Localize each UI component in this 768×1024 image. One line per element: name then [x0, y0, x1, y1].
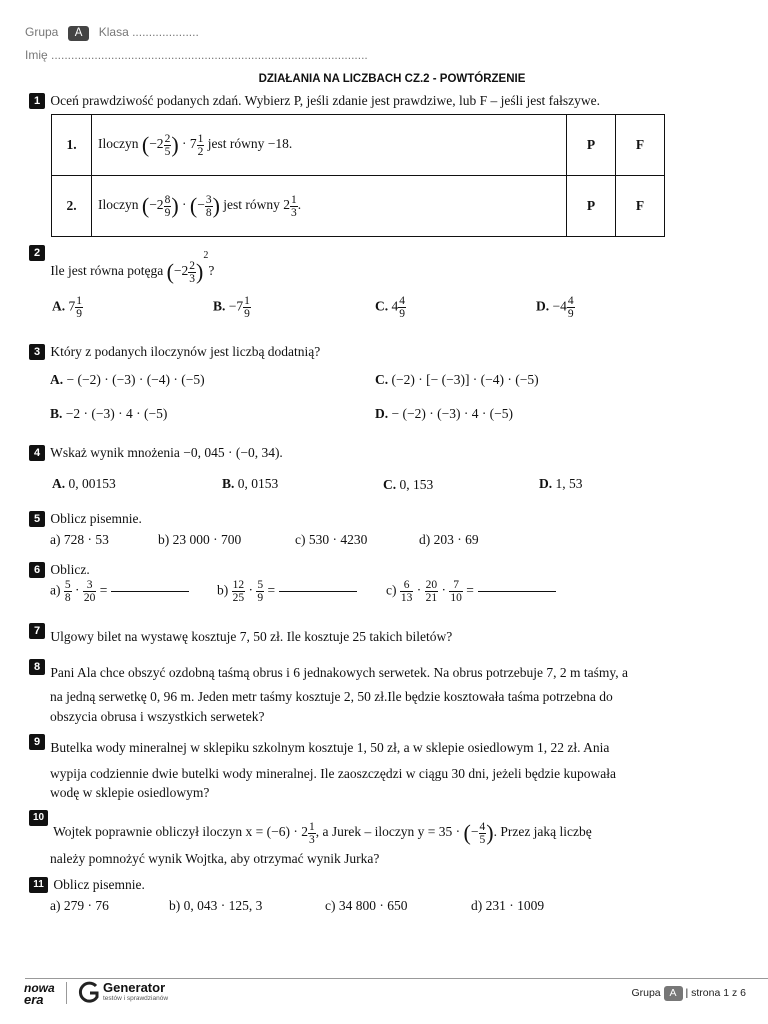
q6-prompt: 6 Oblicz. — [29, 562, 90, 578]
q6-item-c: c) $\frac{6}{13}$ · $\frac{20}{21}$ · $\frac{7}{10}$ = — [386, 579, 556, 604]
answer-p-2[interactable]: P — [567, 176, 616, 237]
answer-f-1[interactable]: F — [616, 115, 665, 176]
q3-option-d[interactable]: D. − (−2) · (−3) · 4 · (−5) — [375, 406, 514, 421]
statement-1: Iloczyn (−2 $\frac{2}{5}$ ) · 7 $\frac{1}{2}$ jest równy −18. — [92, 115, 567, 176]
q8-prompt: 8 Pani Ala chce obszyć ozdobną taśmą obrus i 6 jednakowych serwetek. Na obrus potrzebuje 7, 2 m taśmy, a — [29, 659, 729, 675]
q11-item-a: a) 279 · 76 — [50, 898, 109, 913]
nowa-era-logo: nowa era — [24, 981, 55, 1007]
answer-blank[interactable] — [279, 591, 357, 592]
q10-prompt: 10 Wojtek poprawnie obliczył iloczyn x = (−6) · 2 $\frac{1}{3}$ , a Jurek – iloczyn y = 35 · (− $\frac{4}{5}$ ). Przez jaką liczbę — [29, 810, 749, 836]
answer-blank[interactable] — [111, 591, 189, 592]
q3-option-c[interactable]: C. (−2) · [− (−3)] · (−4) · (−5) — [375, 372, 539, 387]
q11-prompt: 11 Oblicz pisemnie. — [29, 877, 145, 893]
statement-2: Iloczyn (−2 $\frac{8}{9}$ ) · (− $\frac{3}{8}$ ) jest równy 2 $\frac{1}{3}$ . — [92, 176, 567, 237]
q7-prompt: 7 Ulgowy bilet na wystawę kosztuje 7, 50 zł. Ile kosztuje 25 takich biletów? — [29, 623, 452, 639]
q2-option-c[interactable]: C. 4 $\frac{4}{9}$ — [375, 295, 405, 320]
table-row: 2. Iloczyn (−2 $\frac{8}{9}$ ) · (− $\frac{3}{8}$ ) jest równy 2 $\frac{1}{3}$ . P F — [52, 176, 665, 237]
q4-option-d[interactable]: D. 1, 53 — [539, 476, 583, 491]
q5-item-b: b) 23 000 · 700 — [158, 532, 242, 547]
q2-option-b[interactable]: B. −7 $\frac{1}{9}$ — [213, 295, 250, 320]
answer-p-1[interactable]: P — [567, 115, 616, 176]
q11-item-c: c) 34 800 · 650 — [325, 898, 408, 913]
q5-item-c: c) 530 · 4230 — [295, 532, 368, 547]
q9-prompt: 9 Butelka wody mineralnej w sklepiku szkolnym kosztuje 1, 50 zł, a w sklepie osiedlowym 1, 22 zł. Ania — [29, 734, 729, 750]
q5-item-d: d) 203 · 69 — [419, 532, 479, 547]
q5-prompt: 5 Oblicz pisemnie. — [29, 511, 142, 527]
group-line: Grupa A Klasa .................... — [25, 25, 199, 39]
answer-blank[interactable] — [478, 591, 556, 592]
q6-item-b: b) $\frac{12}{25}$ · $\frac{5}{9}$ = — [217, 579, 357, 604]
footer-divider — [25, 978, 768, 979]
true-false-table — [51, 114, 665, 237]
q11-item-d: d) 231 · 1009 — [471, 898, 545, 913]
q4-option-a[interactable]: A. 0, 00153 — [52, 476, 116, 491]
q4-option-c[interactable]: C. 0, 153 — [383, 477, 434, 492]
group-badge: A — [68, 26, 90, 41]
table-row: 1. Iloczyn (−2 $\frac{2}{5}$ ) · 7 $\frac{1}{2}$ jest równy −18. P F — [52, 115, 665, 176]
q5-item-a: a) 728 · 53 — [50, 532, 109, 547]
q2-option-a[interactable]: A. 7 $\frac{1}{9}$ — [52, 295, 82, 320]
q4-option-b[interactable]: B. 0, 0153 — [222, 476, 279, 491]
page-indicator: Grupa A | strona 1 z 6 — [631, 987, 746, 999]
q3-prompt: 3 Który z podanych iloczynów jest liczbą dodatnią? — [29, 344, 320, 360]
q6-item-a: a) $\frac{5}{8}$ · $\frac{3}{20}$ = — [50, 579, 189, 604]
q2-prompt: 2 Ile jest równa potęga (−2 $\frac{2}{3}$ )$^2$? — [29, 245, 214, 271]
q1-prompt: 1 Oceń prawdziwość podanych zdań. Wybierz P, jeśli zdanie jest prawdziwe, lub F – jeśli jest fałszywe. — [29, 93, 600, 109]
page-title: DZIAŁANIA NA LICZBACH CZ.2 - POWTÓRZENIE — [258, 73, 526, 85]
q1-number: 1 — [29, 93, 45, 109]
q3-option-b[interactable]: B. −2 · (−3) · 4 · (−5) — [50, 406, 168, 421]
q4-prompt: 4 Wskaż wynik mnożenia −0, 045 · (−0, 34). — [29, 445, 283, 461]
name-line: Imię ............................................................................................... — [25, 48, 368, 62]
generator-logo-icon — [78, 981, 100, 1009]
generator-logo-text: Generator testów i sprawdzianów — [103, 980, 169, 1002]
q11-item-b: b) 0, 043 · 125, 3 — [169, 898, 263, 913]
answer-f-2[interactable]: F — [616, 176, 665, 237]
q3-option-a[interactable]: A. − (−2) · (−3) · (−4) · (−5) — [50, 372, 205, 387]
q2-option-d[interactable]: D. −4 $\frac{4}{9}$ — [536, 295, 574, 320]
